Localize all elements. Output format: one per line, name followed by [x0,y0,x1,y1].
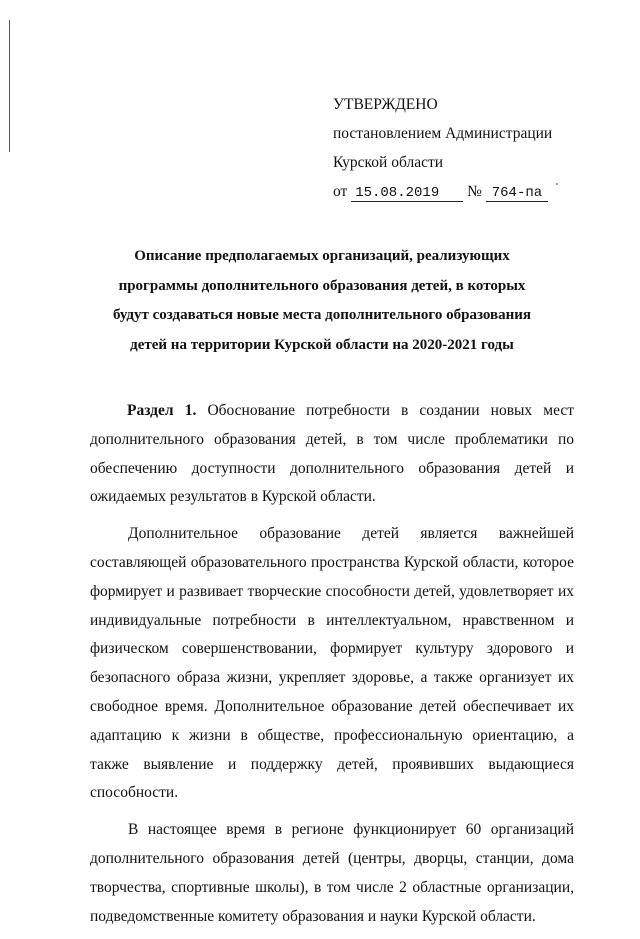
body-paragraph-1: Дополнительное образование детей является важнейшей составляющей образовательного пространства Курской области, которое формирует и развивает творческие способности детей, удовлетворяет их индивидуальные потребности в интеллектуальном, нравственном и физическом совершенствовании, формирует культуру здорового и безопасного образа жизни, укрепляет здоровье, а также организует их свободное время. Дополнительное образование детей обеспечивает их адаптацию к жизни в обществе, профессиональную ориентацию, а также выявление и поддержку детей, проявивших выдающиеся способности. [90,525,574,802]
body-paragraph-2: В настоящее время в регионе функционирует 60 организаций дополнительного образования детей (центры, дворцы, станции, дома творчества, спортивные школы), в том числе 2 областные организации, подведомственные комитету образования и науки Курской области. [90,821,574,925]
section-text: Обоснование потребности в создании новых мест дополнительного образования детей, в том числе проблематики по обеспечению доступности дополнительного образования детей и ожидаемых результатов в Курской области. [90,402,575,506]
number-label: № [467,183,482,200]
document-body [90,397,574,939]
approval-line-1: постановлением Администрации [333,125,553,142]
approval-line-2: Курской области [333,154,444,171]
document-title: Описание предполагаемых организаций, реализующих программы дополнительного образования детей, в которых будут создаваться новые места дополнительного образования детей на территории Курской области на 2020-2021 годы [112,248,532,353]
section-paragraph [90,397,574,512]
approval-number: 764-па [486,185,548,202]
section-label: Раздел 1. [127,402,197,419]
approval-block [333,90,613,206]
margin-scan-line [9,20,10,152]
approval-heading: УТВЕРЖДЕНО [333,96,438,113]
from-label: от [333,183,348,200]
approval-date: 15.08.2019 [351,185,463,202]
approval-date-line [333,177,613,206]
